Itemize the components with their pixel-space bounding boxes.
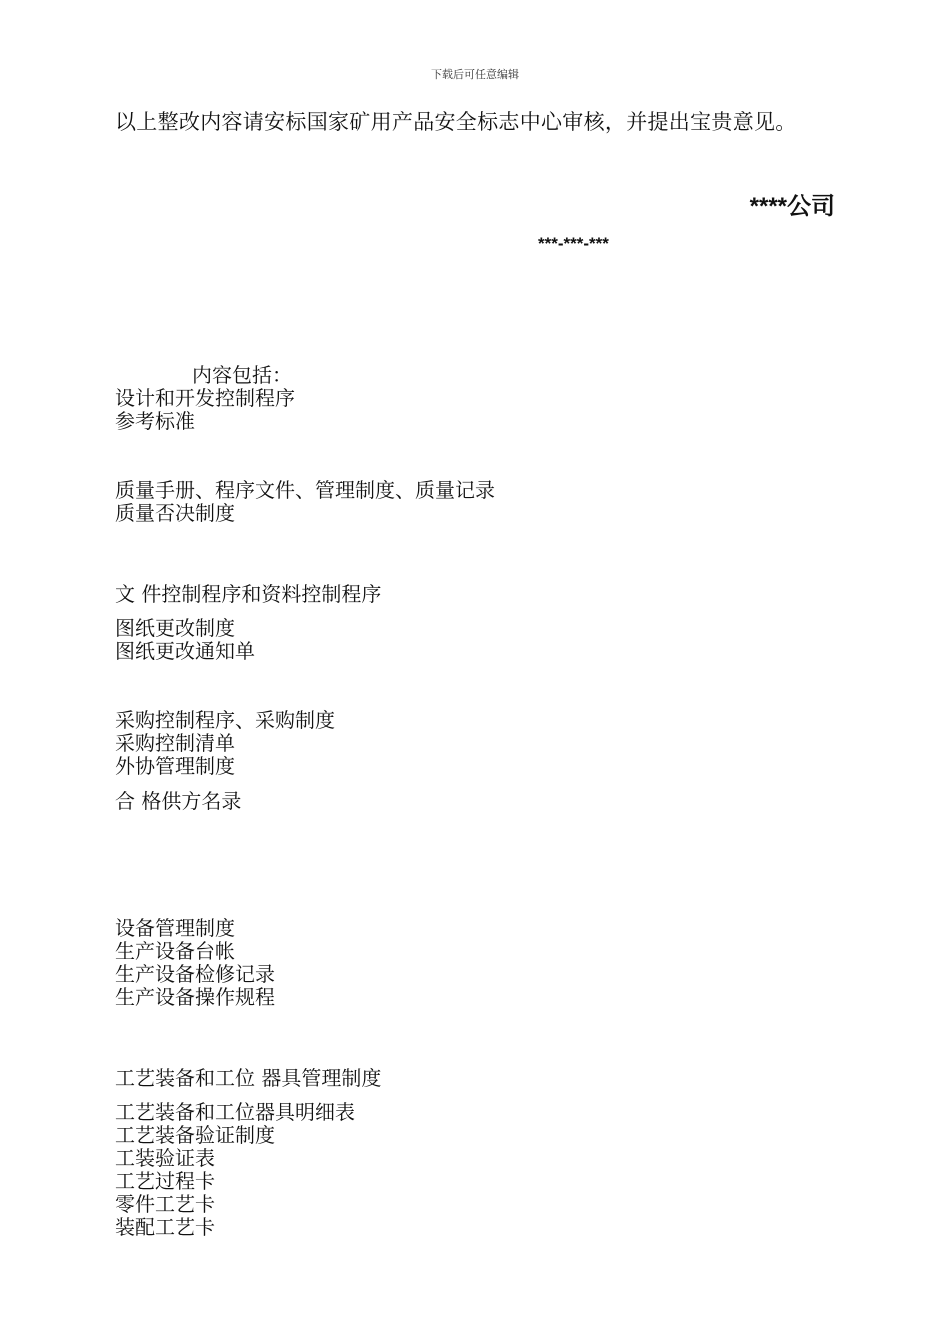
list-item: 工艺装备和工位 器具管理制度 xyxy=(115,1066,382,1090)
list-item: 零件工艺卡 xyxy=(115,1192,215,1216)
signature-date: ***-***-*** xyxy=(538,234,609,253)
list-item: 装配工艺卡 xyxy=(115,1215,215,1239)
list-item: 图纸更改通知单 xyxy=(115,639,255,663)
list-item: 质量否决制度 xyxy=(115,501,235,525)
list-item: 采购控制程序、采购制度 xyxy=(115,708,335,732)
header-note: 下载后可任意编辑 xyxy=(431,68,519,81)
list-item: 文 件控制程序和资料控制程序 xyxy=(115,582,382,606)
list-item: 采购控制清单 xyxy=(115,731,235,755)
company-signature: ****公司 xyxy=(749,193,835,220)
list-item: 生产设备操作规程 xyxy=(115,985,275,1009)
list-item: 参考标准 xyxy=(115,409,195,433)
list-item: 设计和开发控制程序 xyxy=(115,386,295,410)
list-item: 质量手册、程序文件、管理制度、质量记录 xyxy=(115,478,495,502)
list-item: 生产设备检修记录 xyxy=(115,962,275,986)
list-item: 工艺装备和工位器具明细表 xyxy=(115,1100,355,1124)
intro-paragraph: 以上整改内容请安标国家矿用产品安全标志中心审核，并提出宝贵意见。 xyxy=(115,110,797,134)
contents-label: 内容包括： xyxy=(192,363,292,387)
list-item: 合 格供方名录 xyxy=(115,789,242,813)
list-item: 工装验证表 xyxy=(115,1146,215,1170)
list-item: 图纸更改制度 xyxy=(115,616,235,640)
list-item: 外协管理制度 xyxy=(115,754,235,778)
list-item: 设备管理制度 xyxy=(115,916,235,940)
list-item: 生产设备台帐 xyxy=(115,939,235,963)
list-item: 工艺过程卡 xyxy=(115,1169,215,1193)
list-item: 工艺装备验证制度 xyxy=(115,1123,275,1147)
